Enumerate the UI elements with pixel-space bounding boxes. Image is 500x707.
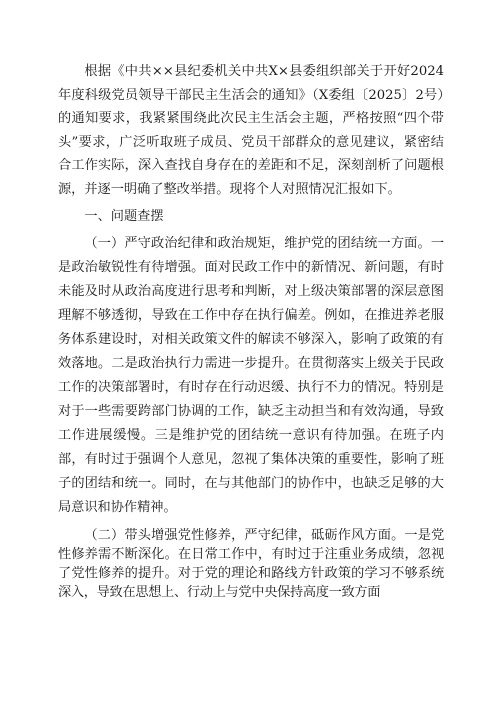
section-heading-problems: 一、问题查摆	[84, 209, 164, 224]
section-1-heading: （一）严守政治纪律和政治规矩，维护党的团结统一方面。	[84, 236, 431, 251]
intro-paragraph: 根据《中共××县纪委机关中共X×县委组织部关于开好2024年度科级党员领导干部民主生活会的通知》（X委组〔2025〕2号）的通知要求，我紧紧围绕此次民主生活会主题，严格按照“四个带头”要求，广泛听取班子成员、党员干部群众的意见建议，紧密结合工作实际，深入查找自身存在的差距和不足，深刻剖析了问题根源，并逐一明确了整改举措。现将个人对照情况汇报如下。	[58, 64, 444, 197]
section-2-body: 一是党性修养需不断深化。在日常工作中，有时过于注重业务成绩，忽视了党性修养的提升。对于党的理论和路线方针政策的学习不够系统深入，导致在思想上、行动上与党中央保持高度一致方面	[58, 528, 444, 600]
section-1-body: 一是政治敏锐性有待增强。面对民政工作中的新情况、新问题，有时未能及时从政治高度进行思考和判断，对上级决策部署的深层意图理解不够透彻，导致在工作中存在执行偏差。例如，在推进养老服务体系建设时，对相关政策文件的解读不够深入，影响了政策的有效落地。二是政治执行力需进一步提升。在贯彻落实上级关于民政工作的决策部署时，有时存在行动迟缓、执行不力的情况。特别是对于一些需要跨部门协调的工作，缺乏主动担当和有效沟通，导致工作进展缓慢。三是维护党的团结统一意识有待加强。在班子内部，有时过于强调个人意见，忽视了集体决策的重要性，影响了班子的团结和统一。同时，在与其他部门的协作中，也缺乏足够的大局意识和协作精神。	[58, 236, 444, 515]
section-2-heading: （二）带头增强党性修养，严守纪律，砥砺作风方面。	[84, 528, 405, 543]
section-1-paragraph	[58, 232, 444, 520]
section-2-paragraph	[58, 526, 444, 602]
